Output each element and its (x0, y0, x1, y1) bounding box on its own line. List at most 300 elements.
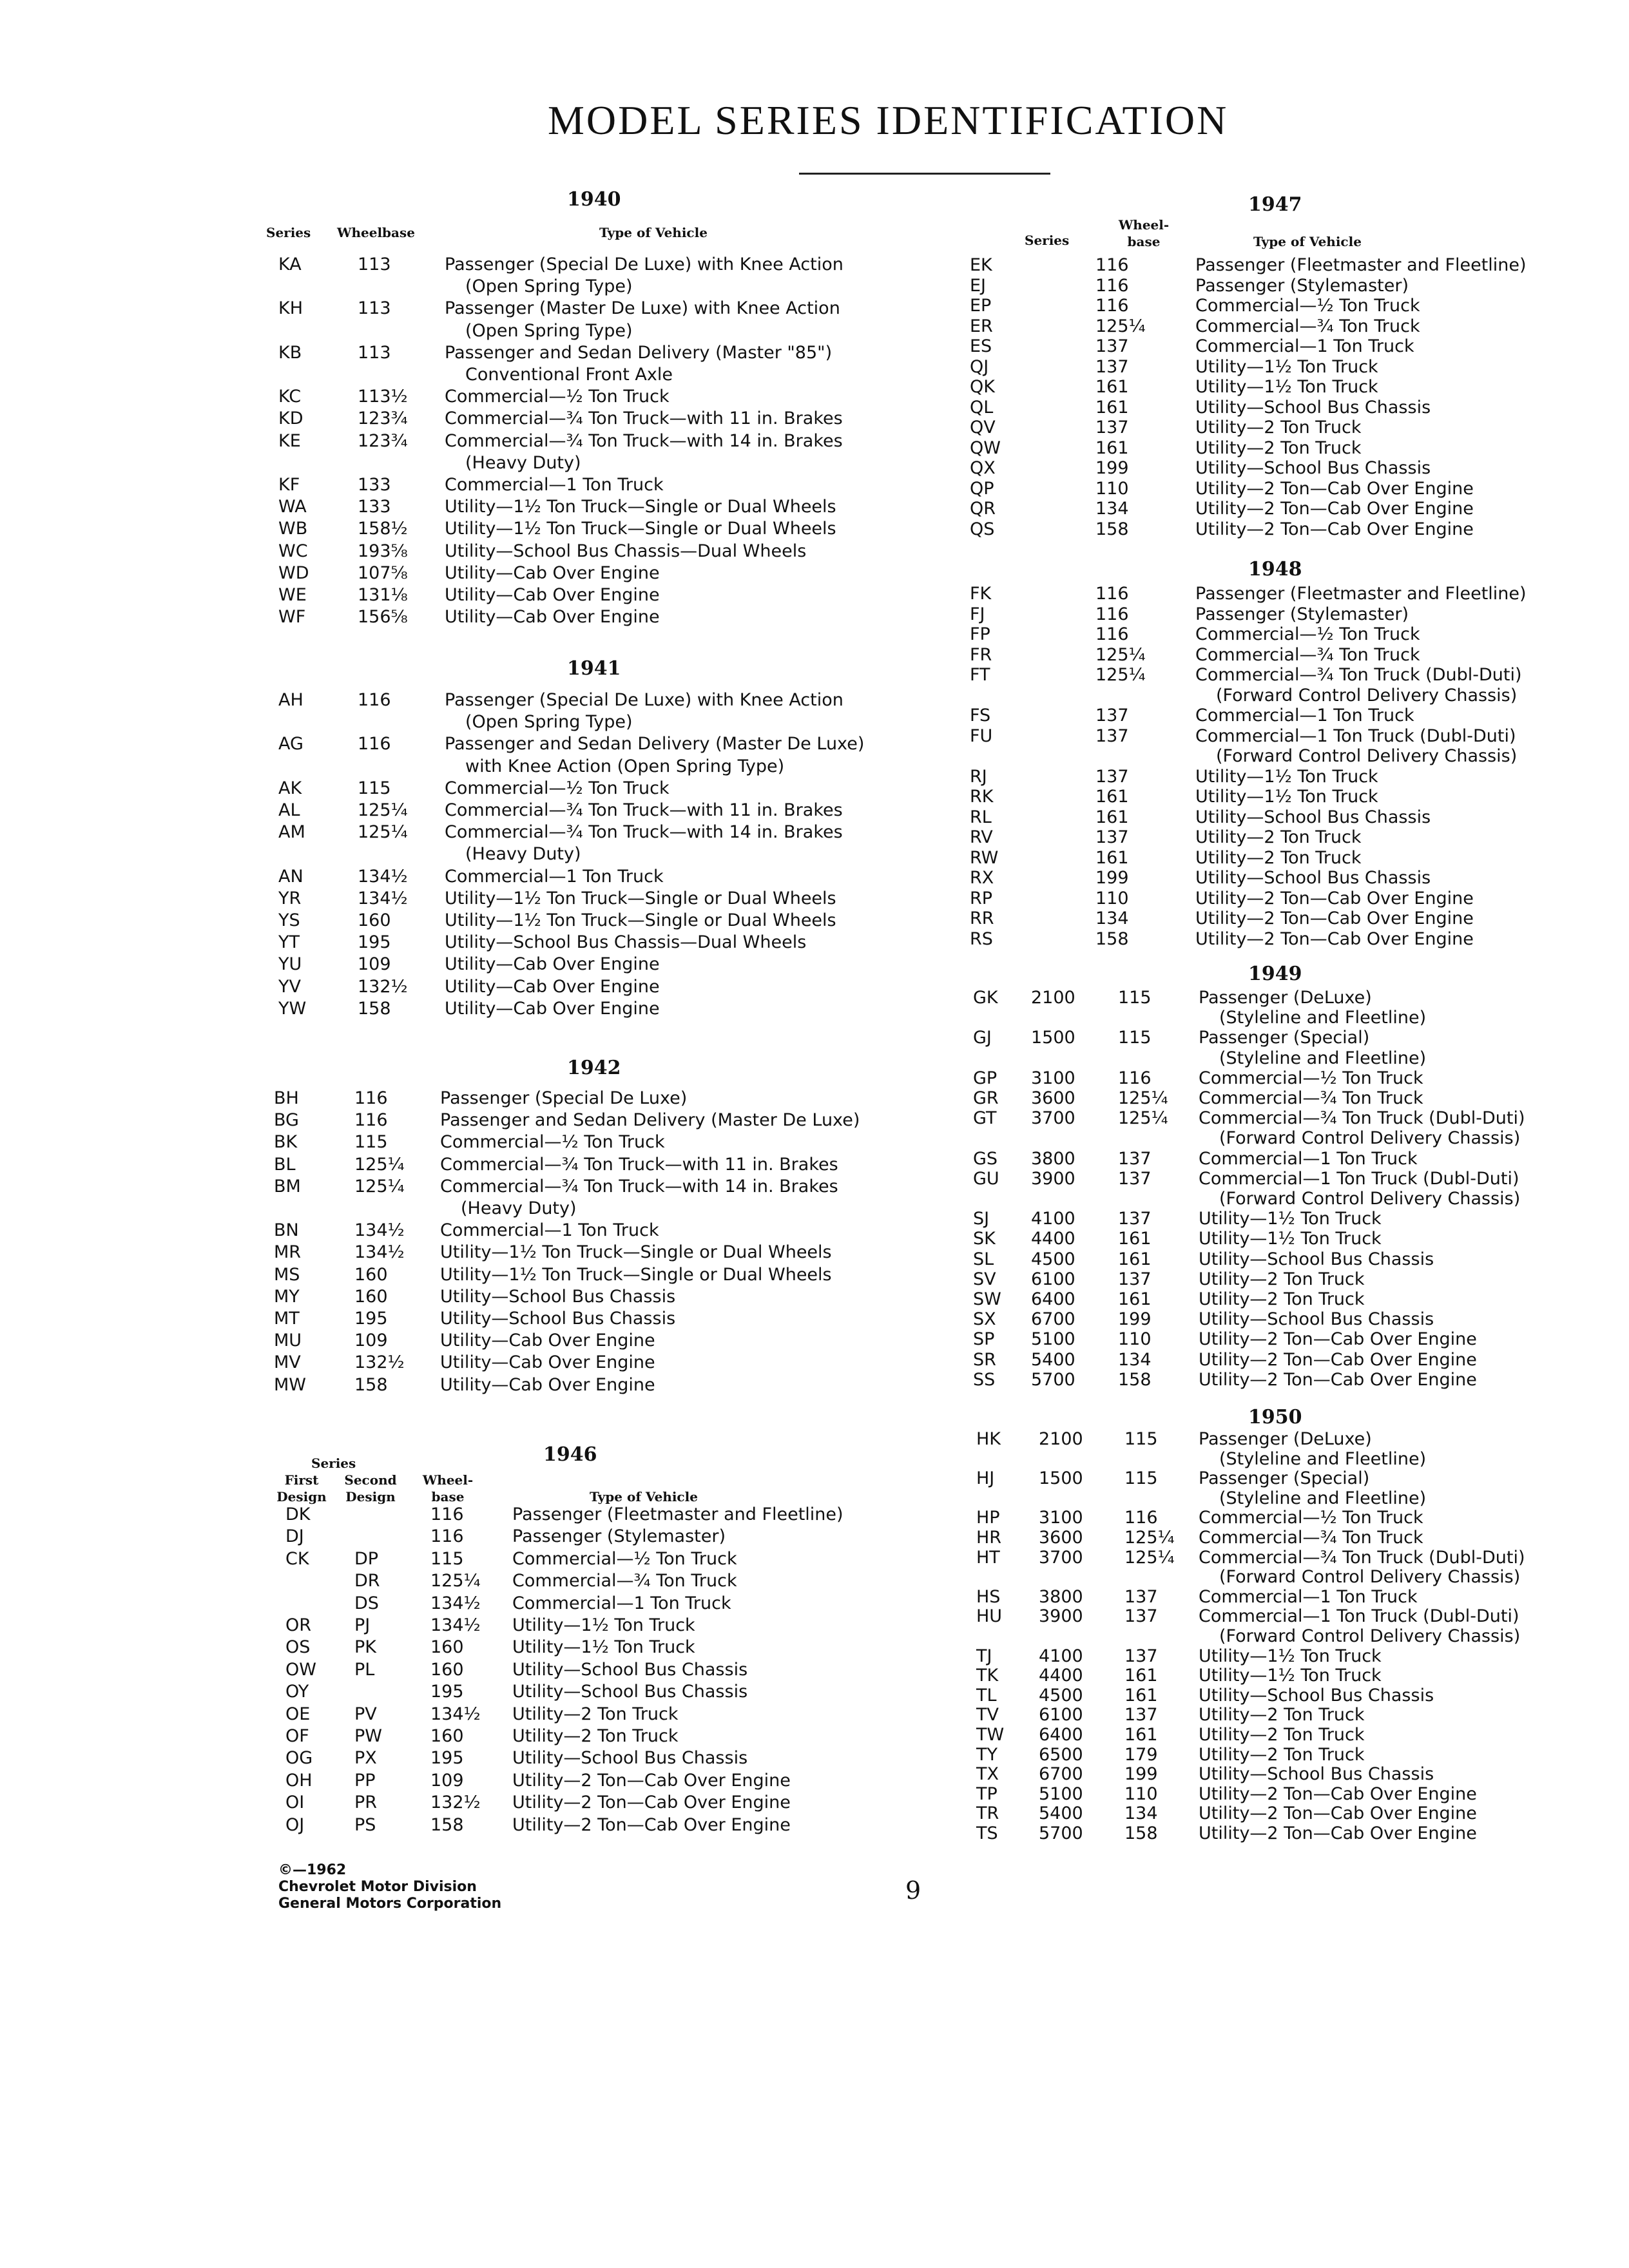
wheelbase-cell: 161 (1095, 377, 1129, 397)
vehicle-type-cell: Utility—School Bus Chassis (512, 1659, 748, 1680)
series-cell: SP (973, 1329, 995, 1350)
wheelbase-cell: 132½ (354, 1352, 405, 1373)
series-cell: BG (274, 1110, 299, 1131)
wheelbase-cell: 134½ (430, 1704, 481, 1724)
wheelbase-cell: 134½ (358, 866, 408, 887)
series-cell: RL (970, 807, 992, 827)
wheelbase-cell: 161 (1095, 437, 1129, 458)
wheelbase-cell: 125¼ (1118, 1108, 1168, 1129)
series-cell: HT (976, 1547, 1000, 1568)
vehicle-type-cell: Commercial—¾ Ton Truck (Dubl-Duti) (1195, 665, 1522, 685)
vehicle-type-cell: Utility—2 Ton Truck (1199, 1269, 1365, 1289)
wheelbase-cell: 125¼ (1095, 644, 1146, 665)
vehicle-type-cell: Commercial—1 Ton Truck (440, 1220, 659, 1241)
header-series-1946: Series (311, 1456, 356, 1471)
vehicle-type-cell: Utility—School Bus Chassis (1199, 1249, 1434, 1269)
vehicle-type-cell: Passenger (DeLuxe) (1199, 1429, 1372, 1449)
wheelbase-cell: 199 (1118, 1309, 1152, 1330)
wheelbase-cell: 161 (1124, 1685, 1158, 1706)
vehicle-type-cell: Utility—1½ Ton Truck—Single or Dual Wheels (445, 497, 836, 517)
series-cell: FJ (970, 604, 985, 624)
wheelbase-cell: 199 (1095, 458, 1129, 478)
series-cell: RS (970, 928, 993, 949)
vehicle-type-cell: Commercial—¾ Ton Truck—with 11 in. Brakes (445, 408, 843, 429)
wheelbase-cell: 125¼ (1124, 1528, 1175, 1548)
vehicle-type-cell: Passenger and Sedan Delivery (Master "85") (445, 342, 833, 363)
wheelbase-cell: 179 (1124, 1744, 1158, 1765)
wheelbase-cell: 137 (1095, 706, 1129, 726)
vehicle-type-cell: Passenger (Master De Luxe) with Knee Action (445, 298, 840, 319)
wheelbase-cell: 134½ (430, 1615, 481, 1635)
series-cell: HK (976, 1429, 1001, 1449)
series-cell: WD (278, 562, 309, 583)
vehicle-type-cell: Commercial—¾ Ton Truck—with 11 in. Brakes (445, 800, 843, 820)
series-cell: RW (970, 847, 999, 868)
model-number-cell: 4500 (1031, 1249, 1075, 1269)
vehicle-type-cell: Commercial—½ Ton Truck (1195, 624, 1420, 644)
wheelbase-cell: 161 (1124, 1725, 1158, 1745)
second-design-cell: PJ (354, 1615, 371, 1635)
model-number-cell: 5400 (1031, 1349, 1075, 1370)
series-cell: BN (274, 1220, 299, 1241)
model-number-cell: 5400 (1039, 1803, 1083, 1824)
wheelbase-cell: 123¾ (358, 408, 408, 429)
series-cell: KC (278, 387, 302, 407)
header-wheelbase: Wheelbase (337, 225, 415, 240)
vehicle-type-cell: Utility—2 Ton—Cab Over Engine (1195, 908, 1474, 928)
series-cell: TX (976, 1764, 999, 1785)
series-cell: TW (976, 1725, 1005, 1745)
header-series-1947: Series (1025, 233, 1070, 248)
vehicle-type-cell: (Open Spring Type) (465, 712, 633, 733)
series-cell: RK (970, 787, 994, 807)
wheelbase-cell: 134½ (354, 1220, 405, 1241)
model-number-cell: 2100 (1039, 1429, 1083, 1449)
copyright-footer (278, 1862, 501, 1912)
vehicle-type-cell: Utility—2 Ton—Cab Over Engine (1199, 1369, 1477, 1390)
series-cell: KF (278, 475, 300, 495)
vehicle-type-cell: Utility—1½ Ton Truck (512, 1637, 695, 1658)
wheelbase-cell: 137 (1095, 356, 1129, 377)
vehicle-type-cell: Commercial—½ Ton Truck (1195, 296, 1420, 316)
series-cell: KH (278, 298, 304, 319)
wheelbase-cell: 125¼ (358, 800, 408, 820)
vehicle-type-cell: Utility—Cab Over Engine (440, 1352, 655, 1373)
year-heading-1949: 1949 (1248, 963, 1302, 985)
series-cell: BH (274, 1088, 299, 1108)
vehicle-type-cell: Commercial—¾ Ton Truck—with 14 in. Brakes (445, 430, 843, 451)
vehicle-type-cell: Commercial—¾ Ton Truck—with 11 in. Brakes (440, 1154, 838, 1175)
vehicle-type-cell: Utility—2 Ton Truck (1195, 437, 1362, 458)
series-cell: SW (973, 1289, 1001, 1309)
series-cell: MT (274, 1309, 300, 1329)
wheelbase-cell: 137 (1118, 1209, 1152, 1229)
series-cell: WA (278, 497, 307, 517)
model-number-cell: 6400 (1039, 1725, 1083, 1745)
series-cell: YV (278, 976, 301, 997)
model-number-cell: 5700 (1039, 1823, 1083, 1843)
vehicle-type-cell: Utility—2 Ton Truck (1199, 1725, 1365, 1745)
wheelbase-cell: 116 (354, 1088, 388, 1108)
wheelbase-cell: 161 (1095, 807, 1129, 827)
wheelbase-cell: 193⅝ (358, 541, 408, 561)
series-cell: AN (278, 866, 304, 887)
series-cell: OR (285, 1615, 312, 1635)
vehicle-type-cell: Commercial—¾ Ton Truck—with 14 in. Brakes (445, 822, 843, 843)
vehicle-type-cell: (Forward Control Delivery Chassis) (1216, 746, 1518, 766)
vehicle-type-cell: Utility—2 Ton Truck (1195, 827, 1362, 847)
model-number-cell: 3900 (1031, 1168, 1075, 1189)
wheelbase-cell: 113 (358, 298, 391, 319)
header-series: Series (266, 225, 311, 240)
series-cell: OW (285, 1659, 316, 1680)
series-cell: KA (278, 255, 302, 274)
wheelbase-cell: 115 (358, 778, 391, 798)
series-cell: GR (973, 1088, 999, 1108)
wheelbase-cell: 123¾ (358, 430, 408, 451)
title-rule (799, 173, 1050, 175)
model-number-cell: 6700 (1031, 1309, 1075, 1330)
vehicle-type-cell: Commercial—¾ Ton Truck (Dubl-Duti) (1199, 1108, 1525, 1129)
wheelbase-cell: 116 (430, 1504, 464, 1524)
wheelbase-cell: 125¼ (358, 822, 408, 843)
wheelbase-cell: 158 (358, 998, 391, 1019)
second-design-cell: PV (354, 1704, 377, 1724)
vehicle-type-cell: Utility—1½ Ton Truck (1195, 377, 1378, 397)
series-cell: OF (285, 1726, 309, 1746)
vehicle-type-cell: Utility—Cab Over Engine (445, 585, 660, 605)
wheelbase-cell: 161 (1118, 1289, 1152, 1309)
series-cell: QP (970, 478, 994, 499)
wheelbase-cell: 137 (1124, 1586, 1158, 1607)
wheelbase-cell: 125¼ (1118, 1088, 1168, 1108)
wheelbase-cell: 113½ (358, 387, 408, 407)
page-number: 9 (905, 1876, 921, 1905)
vehicle-type-cell: Commercial—½ Ton Truck (445, 387, 670, 407)
wheelbase-cell: 134 (1095, 499, 1129, 519)
wheelbase-cell: 158 (430, 1814, 464, 1835)
series-cell: FP (970, 624, 990, 644)
vehicle-type-cell: Commercial—¾ Ton Truck (512, 1571, 737, 1591)
model-number-cell: 1500 (1031, 1028, 1075, 1048)
vehicle-type-cell: Utility—2 Ton—Cab Over Engine (1195, 888, 1474, 908)
vehicle-type-cell: Passenger (Special) (1199, 1028, 1370, 1048)
vehicle-type-cell: Utility—2 Ton Truck (1199, 1705, 1365, 1725)
vehicle-type-cell: Commercial—1 Ton Truck (445, 866, 664, 887)
series-cell: SS (973, 1369, 996, 1390)
series-cell: FK (970, 584, 992, 604)
vehicle-type-cell: Commercial—1 Ton Truck (Dubl-Duti) (1199, 1168, 1519, 1189)
vehicle-type-cell: Commercial—¾ Ton Truck (1199, 1088, 1423, 1108)
vehicle-type-cell: Utility—1½ Ton Truck (1195, 787, 1378, 807)
wheelbase-cell: 115 (1124, 1429, 1158, 1449)
vehicle-type-cell: Utility—1½ Ton Truck (1199, 1666, 1382, 1686)
vehicle-type-cell: Utility—2 Ton Truck (512, 1726, 679, 1746)
wheelbase-cell: 137 (1118, 1269, 1152, 1289)
vehicle-type-cell: Conventional Front Axle (465, 365, 673, 385)
series-cell: OH (285, 1770, 313, 1791)
vehicle-type-cell: (Heavy Duty) (461, 1198, 577, 1218)
vehicle-type-cell: Utility—1½ Ton Truck—Single or Dual Wheels (440, 1242, 832, 1263)
series-cell: MR (274, 1242, 302, 1263)
model-number-cell: 4400 (1031, 1229, 1075, 1249)
vehicle-type-cell: Commercial—½ Ton Truck (1199, 1508, 1423, 1528)
vehicle-type-cell: (Heavy Duty) (465, 844, 581, 865)
wheelbase-cell: 158½ (358, 519, 408, 539)
vehicle-type-cell: Passenger and Sedan Delivery (Master De Luxe) (445, 734, 865, 754)
model-number-cell: 3700 (1031, 1108, 1075, 1129)
wheelbase-cell: 160 (354, 1286, 388, 1307)
series-cell: GP (973, 1068, 998, 1088)
series-cell: SR (973, 1349, 996, 1370)
model-number-cell: 3800 (1031, 1148, 1075, 1169)
series-cell: QX (970, 458, 996, 478)
vehicle-type-cell: Utility—Cab Over Engine (440, 1374, 655, 1395)
wheelbase-cell: 195 (358, 932, 391, 953)
series-cell: KE (278, 430, 301, 451)
wheelbase-cell: 134½ (430, 1593, 481, 1613)
wheelbase-cell: 137 (1095, 827, 1129, 847)
series-cell: DK (285, 1504, 311, 1524)
series-cell: YU (278, 954, 302, 975)
wheelbase-cell: 161 (1095, 397, 1129, 418)
vehicle-type-cell: Utility—School Bus Chassis (1199, 1309, 1434, 1330)
series-cell: TL (976, 1685, 997, 1706)
wheelbase-cell: 116 (1095, 584, 1129, 604)
series-cell: GK (973, 988, 998, 1008)
model-number-cell: 6100 (1039, 1705, 1083, 1725)
wheelbase-cell: 116 (358, 690, 391, 710)
header-type-1946: Type of Vehicle (590, 1489, 698, 1504)
header-second-design: Second Design (344, 1472, 397, 1504)
wheelbase-cell: 137 (1124, 1646, 1158, 1666)
wheelbase-cell: 137 (1118, 1148, 1152, 1169)
vehicle-type-cell: Utility—School Bus Chassis (440, 1309, 676, 1329)
vehicle-type-cell: Commercial—½ Ton Truck (440, 1132, 665, 1153)
series-cell: OE (285, 1704, 311, 1724)
wheelbase-cell: 125¼ (430, 1571, 481, 1591)
vehicle-type-cell: Utility—1½ Ton Truck (1199, 1229, 1382, 1249)
series-cell: KD (278, 408, 304, 429)
wheelbase-cell: 134½ (354, 1242, 405, 1263)
series-cell: WC (278, 541, 308, 561)
vehicle-type-cell: Utility—2 Ton Truck (1199, 1744, 1365, 1765)
series-cell: RX (970, 868, 994, 888)
model-number-cell: 3600 (1031, 1088, 1075, 1108)
vehicle-type-cell: (Forward Control Delivery Chassis) (1219, 1626, 1521, 1646)
vehicle-type-cell: Utility—School Bus Chassis—Dual Wheels (445, 541, 807, 561)
vehicle-type-cell: (Styleline and Fleetline) (1219, 1448, 1427, 1469)
wheelbase-cell: 134 (1118, 1349, 1152, 1370)
series-cell: SJ (973, 1209, 990, 1229)
series-cell: HP (976, 1508, 1000, 1528)
model-number-cell: 2100 (1031, 988, 1075, 1008)
wheelbase-cell: 116 (430, 1526, 464, 1547)
vehicle-type-cell: Utility—1½ Ton Truck (1195, 766, 1378, 787)
vehicle-type-cell: Passenger (Fleetmaster and Fleetline) (1195, 584, 1527, 604)
wheelbase-cell: 107⅝ (358, 562, 408, 583)
series-cell: MU (274, 1331, 302, 1351)
wheelbase-cell: 158 (1095, 519, 1129, 539)
wheelbase-cell: 199 (1095, 868, 1129, 888)
vehicle-type-cell: Utility—1½ Ton Truck (1195, 356, 1378, 377)
wheelbase-cell: 116 (1095, 604, 1129, 624)
vehicle-type-cell: Commercial—1 Ton Truck (Dubl-Duti) (1199, 1606, 1519, 1627)
series-cell: QR (970, 499, 996, 519)
vehicle-type-cell: (Forward Control Delivery Chassis) (1216, 685, 1518, 706)
vehicle-type-cell: Utility—School Bus Chassis (1195, 807, 1431, 827)
vehicle-type-cell: Utility—Cab Over Engine (445, 607, 660, 628)
series-cell: FR (970, 644, 992, 665)
vehicle-type-cell: Utility—2 Ton—Cab Over Engine (1199, 1803, 1477, 1824)
series-cell: YR (278, 888, 302, 908)
wheelbase-cell: 125¼ (1095, 665, 1146, 685)
series-cell: MW (274, 1374, 306, 1395)
vehicle-type-cell: (Open Spring Type) (465, 320, 633, 341)
vehicle-type-cell: Passenger (Special De Luxe) with Knee Action (445, 690, 843, 710)
wheelbase-cell: 125¼ (354, 1154, 405, 1175)
wheelbase-cell: 131⅛ (358, 585, 408, 605)
wheelbase-cell: 134½ (358, 888, 408, 908)
second-design-cell: PK (354, 1637, 376, 1658)
series-cell: OS (285, 1637, 311, 1658)
series-cell: TS (976, 1823, 998, 1843)
series-cell: FU (970, 726, 993, 746)
series-cell: YT (278, 932, 300, 953)
series-cell: EP (970, 296, 992, 316)
wheelbase-cell: 195 (430, 1682, 464, 1702)
wheelbase-cell: 133 (358, 497, 391, 517)
wheelbase-cell: 199 (1124, 1764, 1158, 1785)
series-cell: MY (274, 1286, 300, 1307)
second-design-cell: PR (354, 1792, 378, 1813)
vehicle-type-cell: Utility—2 Ton—Cab Over Engine (1199, 1329, 1477, 1350)
series-cell: OJ (285, 1814, 305, 1835)
series-cell: FT (970, 665, 990, 685)
series-cell: EK (970, 255, 992, 275)
series-cell: RR (970, 908, 994, 928)
vehicle-type-cell: Utility—School Bus Chassis (1195, 458, 1431, 478)
wheelbase-cell: 158 (1124, 1823, 1158, 1843)
header-wheelbase-1946: Wheel- base (422, 1472, 474, 1504)
wheelbase-cell: 116 (1118, 1068, 1152, 1088)
vehicle-type-cell: Utility—School Bus Chassis (512, 1748, 748, 1769)
series-cell: AH (278, 690, 304, 710)
series-cell: QV (970, 418, 996, 437)
series-cell: FS (970, 706, 991, 726)
vehicle-type-cell: Utility—2 Ton Truck (1195, 418, 1362, 437)
series-cell: HJ (976, 1468, 995, 1489)
vehicle-type-cell: Utility—2 Ton—Cab Over Engine (1195, 499, 1474, 519)
wheelbase-cell: 115 (1124, 1468, 1158, 1489)
wheelbase-cell: 134 (1095, 908, 1129, 928)
wheelbase-cell: 116 (358, 734, 391, 754)
vehicle-type-cell: Utility—Cab Over Engine (445, 976, 660, 997)
second-design-cell: DP (354, 1548, 379, 1569)
wheelbase-cell: 109 (354, 1331, 388, 1351)
vehicle-type-cell: Utility—1½ Ton Truck—Single or Dual Wheels (440, 1264, 832, 1285)
vehicle-type-cell: Passenger (Stylemaster) (1195, 275, 1409, 296)
wheelbase-cell: 156⅝ (358, 607, 408, 628)
series-cell: CK (285, 1548, 309, 1569)
wheelbase-cell: 161 (1095, 847, 1129, 868)
vehicle-type-cell: Passenger (Special De Luxe) with Knee Action (445, 255, 843, 274)
wheelbase-cell: 160 (430, 1726, 464, 1746)
vehicle-type-cell: Utility—Cab Over Engine (445, 562, 660, 583)
series-cell: SL (973, 1249, 994, 1269)
wheelbase-cell: 158 (1118, 1369, 1152, 1390)
series-cell: AL (278, 800, 300, 820)
series-cell: YS (278, 910, 300, 930)
wheelbase-cell: 110 (1118, 1329, 1152, 1350)
series-cell: MS (274, 1264, 300, 1285)
wheelbase-cell: 161 (1118, 1229, 1152, 1249)
vehicle-type-cell: Commercial—¾ Ton Truck (1195, 316, 1420, 336)
series-cell: HS (976, 1586, 1001, 1607)
vehicle-type-cell: Passenger (Special De Luxe) (440, 1088, 688, 1108)
wheelbase-cell: 137 (1095, 336, 1129, 356)
model-number-cell: 3900 (1039, 1606, 1083, 1627)
second-design-cell: PW (354, 1726, 382, 1746)
wheelbase-cell: 115 (1118, 988, 1152, 1008)
vehicle-type-cell: (Heavy Duty) (465, 452, 581, 473)
wheelbase-cell: 137 (1124, 1705, 1158, 1725)
vehicle-type-cell: (Styleline and Fleetline) (1219, 1488, 1427, 1508)
series-cell: TV (976, 1705, 999, 1725)
wheelbase-cell: 125¼ (1124, 1547, 1175, 1568)
series-cell: SK (973, 1229, 996, 1249)
series-cell: MV (274, 1352, 301, 1373)
series-cell: YW (278, 998, 307, 1019)
year-heading-1948: 1948 (1248, 558, 1302, 581)
vehicle-type-cell: Commercial—1 Ton Truck (512, 1593, 731, 1613)
series-cell: GS (973, 1148, 998, 1169)
vehicle-type-cell: Utility—1½ Ton Truck (1199, 1646, 1382, 1666)
series-cell: SV (973, 1269, 996, 1289)
series-cell: QJ (970, 356, 989, 377)
wheelbase-cell: 133 (358, 475, 391, 495)
model-number-cell: 4100 (1039, 1646, 1083, 1666)
wheelbase-cell: 137 (1095, 418, 1129, 437)
model-number-cell: 6100 (1031, 1269, 1075, 1289)
vehicle-type-cell: Commercial—¾ Ton Truck (1195, 644, 1420, 665)
series-cell: HU (976, 1606, 1003, 1627)
series-cell: DJ (285, 1526, 304, 1547)
series-cell: AM (278, 822, 305, 843)
vehicle-type-cell: Utility—School Bus Chassis (1199, 1685, 1434, 1706)
model-number-cell: 5100 (1039, 1783, 1083, 1804)
vehicle-type-cell: Utility—School Bus Chassis (440, 1286, 676, 1307)
model-number-cell: 6400 (1031, 1289, 1075, 1309)
wheelbase-cell: 158 (1095, 928, 1129, 949)
model-number-cell: 6700 (1039, 1764, 1083, 1785)
series-cell: OG (285, 1748, 313, 1769)
second-design-cell: PL (354, 1659, 375, 1680)
model-number-cell: 3100 (1039, 1508, 1083, 1528)
series-cell: WE (278, 585, 307, 605)
year-heading-1942: 1942 (567, 1057, 621, 1079)
vehicle-type-cell: Utility—2 Ton—Cab Over Engine (1195, 478, 1474, 499)
vehicle-type-cell: Commercial—1 Ton Truck (1199, 1148, 1418, 1169)
wheelbase-cell: 110 (1095, 478, 1129, 499)
wheelbase-cell: 110 (1095, 888, 1129, 908)
vehicle-type-cell: Commercial—1 Ton Truck (1195, 706, 1414, 726)
wheelbase-cell: 125¼ (354, 1176, 405, 1196)
wheelbase-cell: 109 (430, 1770, 464, 1791)
wheelbase-cell: 160 (430, 1637, 464, 1658)
second-design-cell: DS (354, 1593, 379, 1613)
vehicle-type-cell: Utility—1½ Ton Truck—Single or Dual Wheels (445, 910, 836, 930)
